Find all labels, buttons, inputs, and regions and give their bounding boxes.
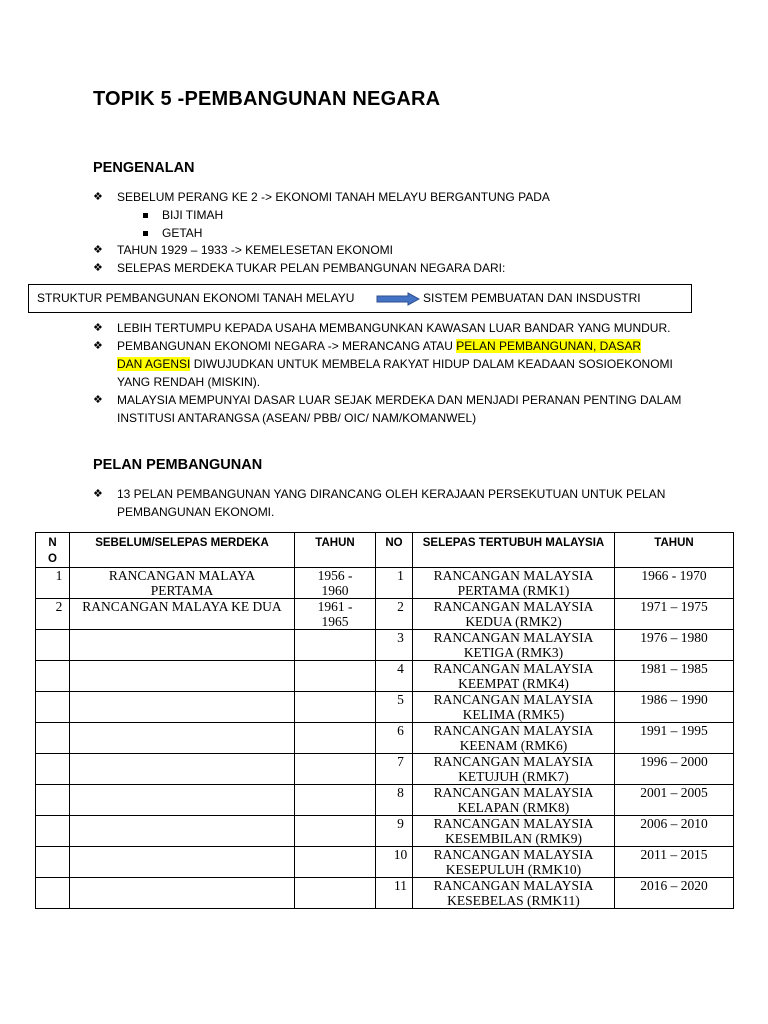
cell-post-year: 1966 - 1970 [615, 568, 734, 599]
cell-pre-merdeka [70, 630, 295, 661]
table-header-row [36, 533, 734, 568]
highlighted-text: DAN AGENSI [117, 357, 191, 371]
cell-post-year: 2001 – 2005 [615, 785, 734, 816]
cell-post-malaysia: RANCANGAN MALAYSIA KESEMBILAN (RMK9) [413, 816, 615, 847]
cell-post-malaysia: RANCANGAN MALAYSIA KETUJUH (RMK7) [413, 754, 615, 785]
diamond-bullet-icon: ❖ [93, 262, 103, 274]
header-pre: SEBELUM/SELEPAS MERDEKA [70, 533, 295, 568]
cell-pre-merdeka [70, 754, 295, 785]
cell-post-malaysia: RANCANGAN MALAYSIA PERTAMA (RMK1) [413, 568, 615, 599]
cell-pre-year [295, 785, 376, 816]
transition-from: STRUKTUR PEMBANGUNAN EKONOMI TANAH MELAYU [37, 291, 355, 305]
page-title: TOPIK 5 -PEMBANGUNAN NEGARA [93, 88, 441, 110]
table-row [36, 878, 734, 909]
cell-pre-year: 1956 - 1960 [295, 568, 376, 599]
cell-pre-year [295, 692, 376, 723]
table-row [36, 723, 734, 754]
cell-post-malaysia: RANCANGAN MALAYSIA KEDUA (RMK2) [413, 599, 615, 630]
cell-pre-merdeka [70, 847, 295, 878]
cell-pre-merdeka [70, 692, 295, 723]
cell-no2: 9 [376, 816, 413, 847]
cell-post-year: 2011 – 2015 [615, 847, 734, 878]
cell-no: 1 [36, 568, 70, 599]
transition-box [28, 284, 692, 313]
cell-pre-merdeka [70, 878, 295, 909]
bullet-text: SEBELUM PERANG KE 2 -> EKONOMI TANAH MELAYU BERGANTUNG PADA [117, 190, 550, 204]
bullet-text-part: DIWUJUDKAN UNTUK MEMBELA RAKYAT HIDUP DALAM KEADAAN SOSIOEKONOMI [190, 357, 673, 371]
cell-no2: 2 [376, 599, 413, 630]
cell-post-year: 1976 – 1980 [615, 630, 734, 661]
cell-no [36, 754, 70, 785]
cell-pre-year: 1961 - 1965 [295, 599, 376, 630]
diamond-bullet-icon: ❖ [93, 191, 103, 203]
highlighted-text: PELAN PEMBANGUNAN, DASAR [456, 339, 641, 353]
cell-pre-year [295, 878, 376, 909]
cell-pre-merdeka [70, 816, 295, 847]
cell-pre-year [295, 661, 376, 692]
bullet-text: YANG RENDAH (MISKIN). [117, 375, 261, 389]
header-year2: TAHUN [615, 533, 734, 568]
bullet-text-part: PEMBANGUNAN EKONOMI NEGARA -> MERANCANG ATAU [117, 339, 457, 353]
cell-no2: 8 [376, 785, 413, 816]
right-arrow-icon [376, 292, 420, 306]
table-row [36, 785, 734, 816]
cell-post-malaysia: RANCANGAN MALAYSIA KEEMPAT (RMK4) [413, 661, 615, 692]
bullet-text: PEMBANGUNAN EKONOMI. [117, 505, 275, 519]
cell-post-year: 2006 – 2010 [615, 816, 734, 847]
cell-post-malaysia: RANCANGAN MALAYSIA KESEBELAS (RMK11) [413, 878, 615, 909]
cell-no2: 5 [376, 692, 413, 723]
diamond-bullet-icon: ❖ [93, 244, 103, 256]
cell-post-year: 1991 – 1995 [615, 723, 734, 754]
cell-pre-merdeka [70, 723, 295, 754]
cell-no2: 1 [376, 568, 413, 599]
square-bullet-icon [143, 231, 148, 236]
cell-no2: 6 [376, 723, 413, 754]
diamond-bullet-icon: ❖ [93, 340, 103, 352]
section-heading-pelan: PELAN PEMBANGUNAN [93, 457, 263, 473]
cell-no [36, 661, 70, 692]
square-bullet-icon [143, 213, 148, 218]
header-no: N O [36, 533, 70, 568]
diamond-bullet-icon: ❖ [93, 322, 103, 334]
cell-no2: 10 [376, 847, 413, 878]
bullet-text [117, 356, 673, 374]
cell-no [36, 878, 70, 909]
cell-no2: 3 [376, 630, 413, 661]
cell-post-malaysia: RANCANGAN MALAYSIA KETIGA (RMK3) [413, 630, 615, 661]
cell-post-malaysia: RANCANGAN MALAYSIA KEENAM (RMK6) [413, 723, 615, 754]
cell-no [36, 816, 70, 847]
cell-post-year: 1971 – 1975 [615, 599, 734, 630]
header-year: TAHUN [295, 533, 376, 568]
bullet-text: MALAYSIA MEMPUNYAI DASAR LUAR SEJAK MERDEKA DAN MENJADI PERANAN PENTING DALAM [117, 393, 682, 407]
cell-no [36, 847, 70, 878]
cell-no: 2 [36, 599, 70, 630]
bullet-text: SELEPAS MERDEKA TUKAR PELAN PEMBANGUNAN NEGARA DARI: [117, 261, 506, 275]
table-row [36, 599, 734, 630]
table-row [36, 568, 734, 599]
cell-pre-merdeka: RANCANGAN MALAYA KE DUA [70, 599, 295, 630]
diamond-bullet-icon: ❖ [93, 488, 103, 500]
development-plan-table [35, 532, 734, 909]
table-row [36, 816, 734, 847]
cell-post-malaysia: RANCANGAN MALAYSIA KELIMA (RMK5) [413, 692, 615, 723]
cell-pre-merdeka [70, 785, 295, 816]
cell-no2: 7 [376, 754, 413, 785]
bullet-text: 13 PELAN PEMBANGUNAN YANG DIRANCANG OLEH KERAJAAN PERSEKUTUAN UNTUK PELAN [117, 487, 666, 501]
cell-pre-merdeka [70, 661, 295, 692]
sub-item: BIJI TIMAH [162, 208, 224, 222]
cell-post-year: 1986 – 1990 [615, 692, 734, 723]
diamond-bullet-icon: ❖ [93, 394, 103, 406]
cell-no [36, 785, 70, 816]
table-row [36, 847, 734, 878]
bullet-text: TAHUN 1929 – 1933 -> KEMELESETAN EKONOMI [117, 243, 393, 257]
cell-no [36, 692, 70, 723]
table-row [36, 754, 734, 785]
cell-no [36, 630, 70, 661]
sub-item: GETAH [162, 226, 203, 240]
cell-pre-year [295, 816, 376, 847]
table-row [36, 692, 734, 723]
cell-no2: 4 [376, 661, 413, 692]
cell-no [36, 723, 70, 754]
header-no2: NO [376, 533, 413, 568]
cell-post-year: 2016 – 2020 [615, 878, 734, 909]
cell-post-malaysia: RANCANGAN MALAYSIA KESEPULUH (RMK10) [413, 847, 615, 878]
cell-post-year: 1981 – 1985 [615, 661, 734, 692]
table-row [36, 630, 734, 661]
cell-pre-year [295, 754, 376, 785]
cell-pre-year [295, 723, 376, 754]
header-post: SELEPAS TERTUBUH MALAYSIA [413, 533, 615, 568]
section-heading-pengenalan: PENGENALAN [93, 160, 195, 176]
cell-pre-merdeka: RANCANGAN MALAYA PERTAMA [70, 568, 295, 599]
bullet-text: LEBIH TERTUMPU KEPADA USAHA MEMBANGUNKAN KAWASAN LUAR BANDAR YANG MUNDUR. [117, 321, 671, 335]
cell-pre-year [295, 847, 376, 878]
cell-post-year: 1996 – 2000 [615, 754, 734, 785]
bullet-text [117, 338, 641, 356]
table-row [36, 661, 734, 692]
cell-pre-year [295, 630, 376, 661]
bullet-text: INSTITUSI ANTARANGSA (ASEAN/ PBB/ OIC/ NAM/KOMANWEL) [117, 411, 477, 425]
transition-to: SISTEM PEMBUATAN DAN INSDUSTRI [423, 291, 641, 305]
cell-no2: 11 [376, 878, 413, 909]
cell-post-malaysia: RANCANGAN MALAYSIA KELAPAN (RMK8) [413, 785, 615, 816]
